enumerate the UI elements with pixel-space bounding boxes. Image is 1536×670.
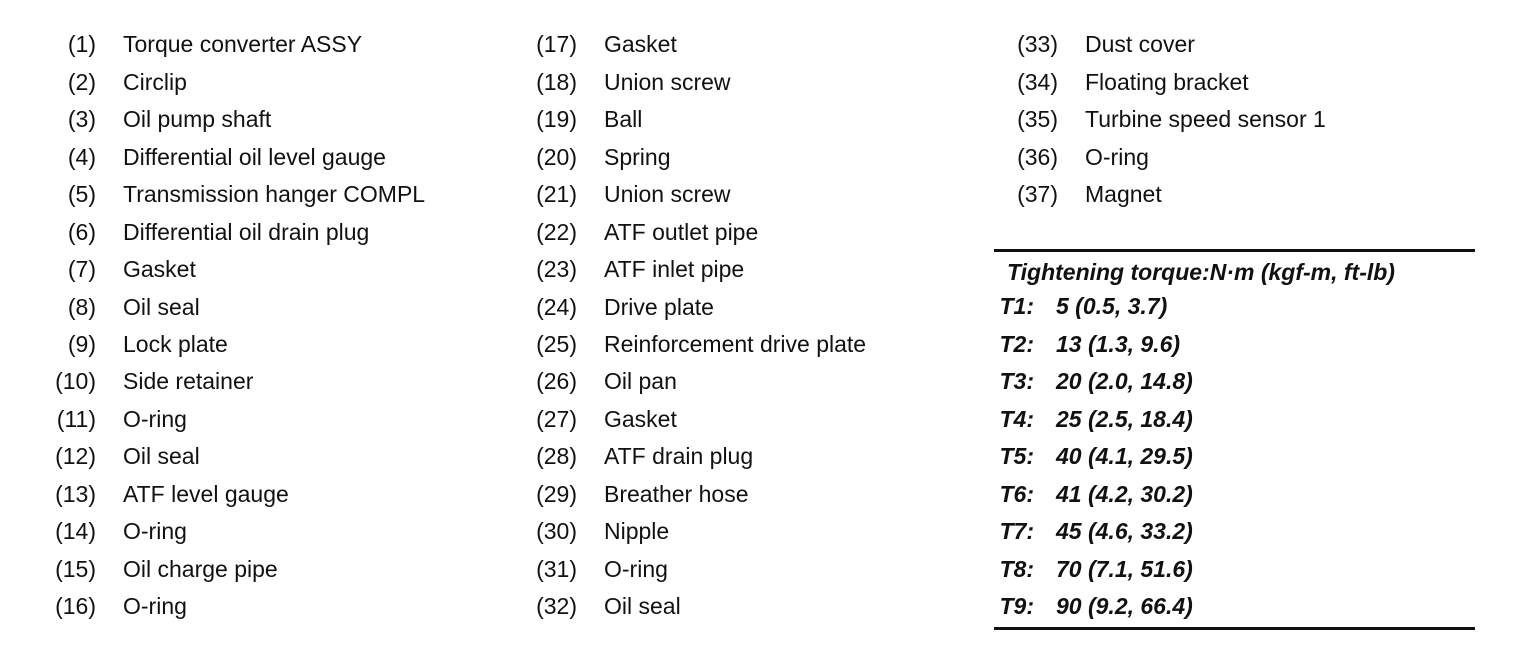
part-row [1002,63,1326,100]
part-row [40,438,425,475]
torque-table-header: Tightening torque:N·m (kgf-m, ft-lb) [1007,259,1395,285]
torque-code: T8: [999,555,1034,582]
part-row [40,288,425,325]
part-name: O-ring [604,555,668,582]
part-number: (23) [536,256,577,283]
part-name: Lock plate [123,330,228,357]
part-row [521,63,866,100]
part-row [521,101,866,138]
part-row [40,476,425,513]
part-number: (13) [55,480,96,507]
part-row [1002,138,1326,175]
part-name: Ball [604,106,643,133]
torque-row [994,363,1475,400]
part-number: (25) [536,330,577,357]
part-number: (27) [536,405,577,432]
part-row [521,401,866,438]
torque-row [994,475,1475,512]
part-number: (28) [536,443,577,470]
part-number: (16) [55,593,96,620]
part-name: Oil seal [123,293,200,320]
part-name: Oil pump shaft [123,106,272,133]
part-name: Differential oil drain plug [123,218,370,245]
torque-code: T5: [999,443,1034,470]
part-name: ATF drain plug [604,443,754,470]
torque-value: 90 (9.2, 66.4) [1056,592,1193,619]
part-name: Side retainer [123,368,254,395]
torque-code: T6: [999,480,1034,507]
torque-code: T2: [999,330,1034,357]
torque-code: T7: [999,518,1034,545]
part-name: Oil seal [604,593,681,620]
part-name: Oil charge pipe [123,555,278,582]
part-row [40,251,425,288]
part-number: (26) [536,368,577,395]
part-row [1002,176,1326,213]
part-number: (1) [67,31,96,58]
part-name: Oil seal [123,443,200,470]
part-number: (29) [536,480,577,507]
part-name: Oil pan [604,368,677,395]
part-row [40,363,425,400]
torque-value: 45 (4.6, 33.2) [1056,518,1193,545]
torque-value: 70 (7.1, 51.6) [1056,555,1193,582]
part-name: Gasket [604,405,677,432]
part-row [521,176,866,213]
part-number: (11) [56,405,96,432]
part-row [521,551,866,588]
part-row [521,363,866,400]
torque-row [994,438,1475,475]
part-number: (18) [536,68,577,95]
part-number: (24) [536,293,577,320]
part-name: Union screw [604,181,731,208]
part-row [40,138,425,175]
part-row [521,588,866,625]
torque-row [994,550,1475,587]
part-row [40,551,425,588]
part-row [521,476,866,513]
part-name: ATF inlet pipe [604,256,745,283]
part-number: (20) [536,143,577,170]
part-number: (22) [536,218,577,245]
part-number: (36) [1017,143,1058,170]
torque-row [994,513,1475,550]
part-number: (17) [536,31,577,58]
part-name: ATF outlet pipe [604,218,759,245]
part-name: O-ring [1085,143,1149,170]
part-name: Torque converter ASSY [123,31,363,58]
part-number: (2) [67,68,96,95]
torque-value: 13 (1.3, 9.6) [1056,330,1181,357]
torque-value: 41 (4.2, 30.2) [1056,480,1193,507]
part-row [521,213,866,250]
part-number: (10) [55,368,96,395]
part-name: Magnet [1085,181,1162,208]
part-name: Gasket [604,31,677,58]
part-name: Union screw [604,68,731,95]
torque-row [994,288,1475,325]
part-name: Dust cover [1085,31,1195,58]
part-number: (6) [67,218,96,245]
torque-row [994,400,1475,437]
part-name: Transmission hanger COMPL [123,181,426,208]
part-name: O-ring [123,405,187,432]
torque-row [994,325,1475,362]
part-row [40,26,425,63]
torque-value: 20 (2.0, 14.8) [1056,368,1193,395]
part-row [40,101,425,138]
part-name: Reinforcement drive plate [604,330,867,357]
part-row [1002,26,1326,63]
part-number: (19) [536,106,577,133]
part-name: Gasket [123,256,196,283]
part-name: Floating bracket [1085,68,1249,95]
part-row [521,326,866,363]
part-number: (35) [1017,106,1058,133]
part-row [40,588,425,625]
part-number: (5) [67,181,96,208]
part-number: (4) [67,143,96,170]
part-number: (32) [536,593,577,620]
part-number: (3) [67,106,96,133]
part-name: Turbine speed sensor 1 [1085,106,1326,133]
torque-row [994,588,1475,625]
part-name: Drive plate [604,293,714,320]
part-row [521,438,866,475]
torque-code: T9: [999,592,1034,619]
torque-value: 5 (0.5, 3.7) [1056,293,1168,320]
part-number: (7) [67,256,96,283]
part-row [521,288,866,325]
torque-value: 25 (2.5, 18.4) [1056,405,1193,432]
torque-code: T4: [999,405,1034,432]
part-row [521,26,866,63]
part-row [1002,101,1326,138]
part-number: (30) [536,518,577,545]
part-name: O-ring [123,518,187,545]
part-name: Circlip [123,68,187,95]
part-row [40,176,425,213]
part-number: (12) [55,443,96,470]
part-row [40,401,425,438]
parts-list-column-3 [1002,26,1326,213]
part-number: (15) [55,555,96,582]
part-name: ATF level gauge [123,480,289,507]
part-number: (34) [1017,68,1058,95]
part-row [40,513,425,550]
torque-code: T1: [999,293,1034,320]
part-number: (33) [1017,31,1058,58]
part-row [40,326,425,363]
part-number: (14) [55,518,96,545]
torque-value: 40 (4.1, 29.5) [1056,443,1193,470]
torque-code: T3: [999,368,1034,395]
part-name: O-ring [123,593,187,620]
parts-list-column-2 [521,26,866,626]
part-row [40,63,425,100]
part-number: (9) [67,330,96,357]
tightening-torque-table [994,249,1475,630]
part-row [40,213,425,250]
part-number: (8) [67,293,96,320]
part-row [521,513,866,550]
part-name: Differential oil level gauge [123,143,386,170]
part-name: Breather hose [604,480,749,507]
part-number: (21) [536,181,577,208]
part-name: Spring [604,143,671,170]
part-name: Nipple [604,518,670,545]
part-number: (31) [536,555,577,582]
part-row [521,251,866,288]
part-row [521,138,866,175]
parts-list-column-1 [40,26,425,626]
part-number: (37) [1017,181,1058,208]
